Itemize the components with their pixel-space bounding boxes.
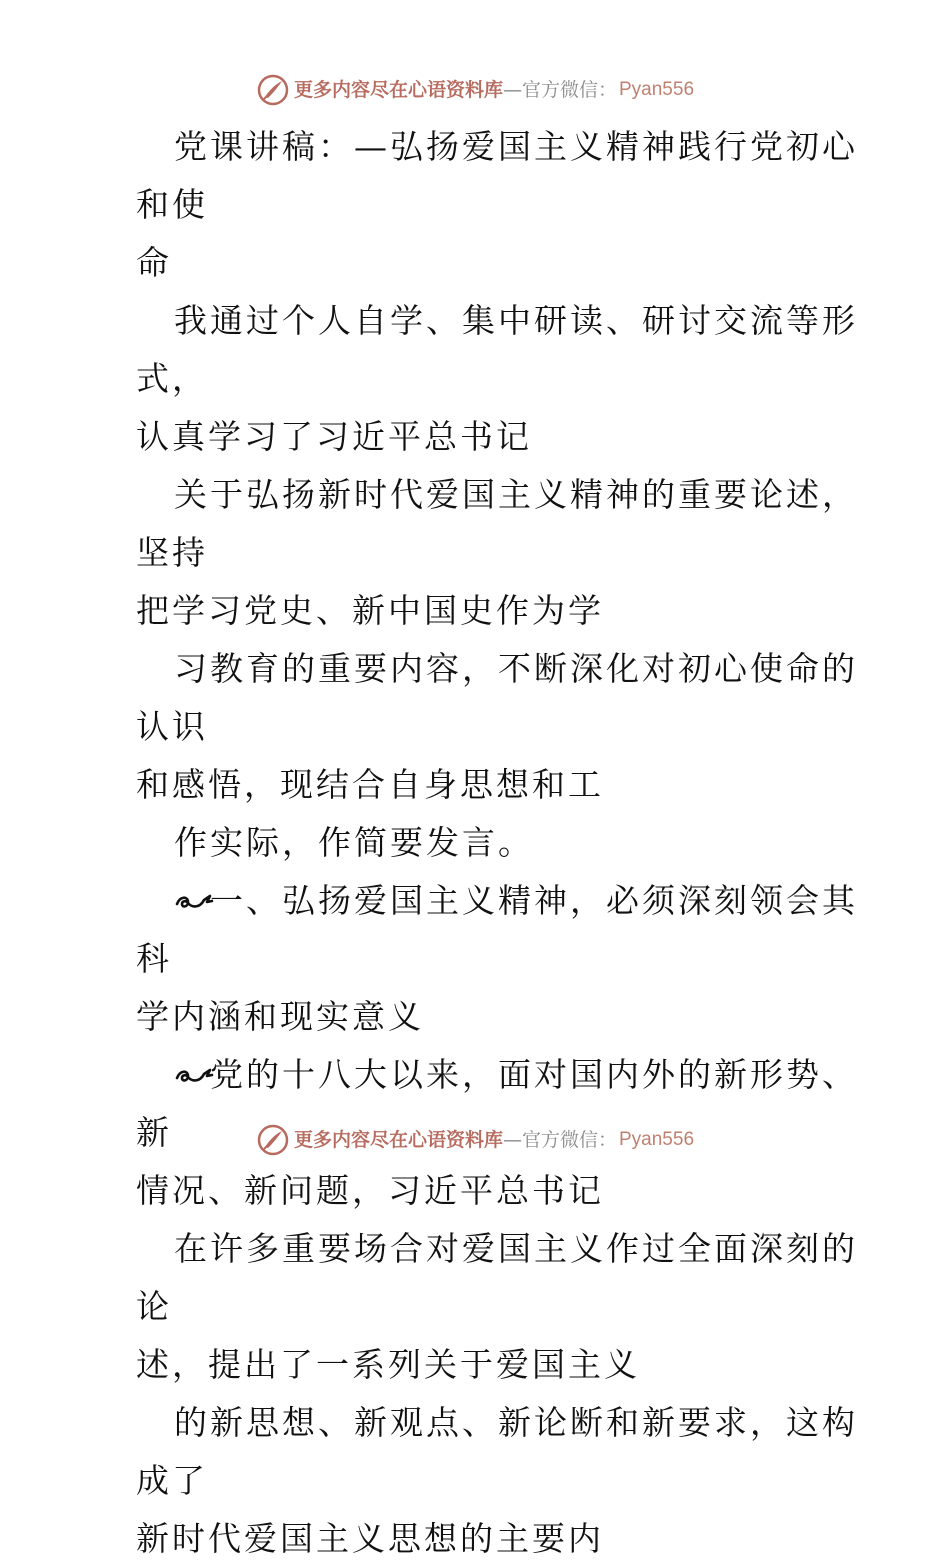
banner-official-text: 官方微信： (521, 1129, 617, 1151)
banner-site-text: 更多内容尽在心语资料库 (293, 79, 503, 101)
banner-wechat-id: Pyan556 (619, 1129, 695, 1150)
paragraph-line: 习教育的重要内容，不断深化对初心使命的认识 (136, 649, 858, 746)
paragraph (98, 814, 858, 872)
document-body (98, 118, 858, 1568)
flourish-bullet-icon (174, 890, 214, 914)
banner-official-text: 官方微信： (521, 79, 617, 101)
paragraph-line: 命 (136, 243, 172, 282)
paragraph (98, 292, 858, 466)
paragraph-line-text: 一、弘扬爱国主义精神，必须深刻领会其科 (136, 881, 858, 978)
paragraph (98, 118, 858, 292)
paragraph-line: 新时代爱国主义思想的主要内 (136, 1519, 604, 1558)
paragraph-line: 述，提出了一系列关于爱国主义 (136, 1345, 640, 1384)
paragraph-line: 认真学习了习近平总书记 (136, 417, 532, 456)
quill-emblem-icon (256, 1123, 290, 1157)
paragraph-line: 情况、新问题，习近平总书记 (136, 1171, 604, 1210)
paragraph (98, 640, 858, 814)
banner-separator: — (502, 1129, 522, 1151)
paragraph-line: 和感悟，现结合自身思想和工 (136, 765, 604, 804)
banner-site-text: 更多内容尽在心语资料库 (293, 1129, 503, 1151)
paragraph-line: 学内涵和现实意义 (136, 997, 424, 1036)
paragraph-line: 关于弘扬新时代爱国主义精神的重要论述，坚持 (136, 475, 858, 572)
paragraph (98, 466, 858, 640)
flourish-bullet-icon (174, 1064, 214, 1088)
paragraph-line-with-bullet (98, 872, 858, 988)
paragraph-line: 在许多重要场合对爱国主义作过全面深刻的论 (136, 1229, 858, 1326)
paragraph-line: 的新思想、新观点、新论断和新要求，这构成了 (136, 1403, 858, 1500)
paragraph-line: 把学习党史、新中国史作为学 (136, 591, 604, 630)
banner-separator: — (502, 79, 522, 101)
footer-banner (0, 1120, 950, 1160)
paragraph-line: 党课讲稿：—弘扬爱国主义精神践行党初心和使 (136, 127, 858, 224)
paragraph-line: 我通过个人自学、集中研读、研讨交流等形式， (136, 301, 858, 398)
paragraph (98, 1220, 858, 1394)
paragraph (98, 872, 858, 1046)
paragraph (98, 1394, 858, 1568)
paragraph-line-text: 党的十八大以来，面对国内外的新形势、新 (136, 1055, 858, 1152)
banner-wechat-id: Pyan556 (619, 79, 695, 100)
paragraph-line: 作实际，作简要发言。 (174, 823, 534, 862)
quill-emblem-icon (256, 73, 290, 107)
header-banner (0, 70, 950, 110)
